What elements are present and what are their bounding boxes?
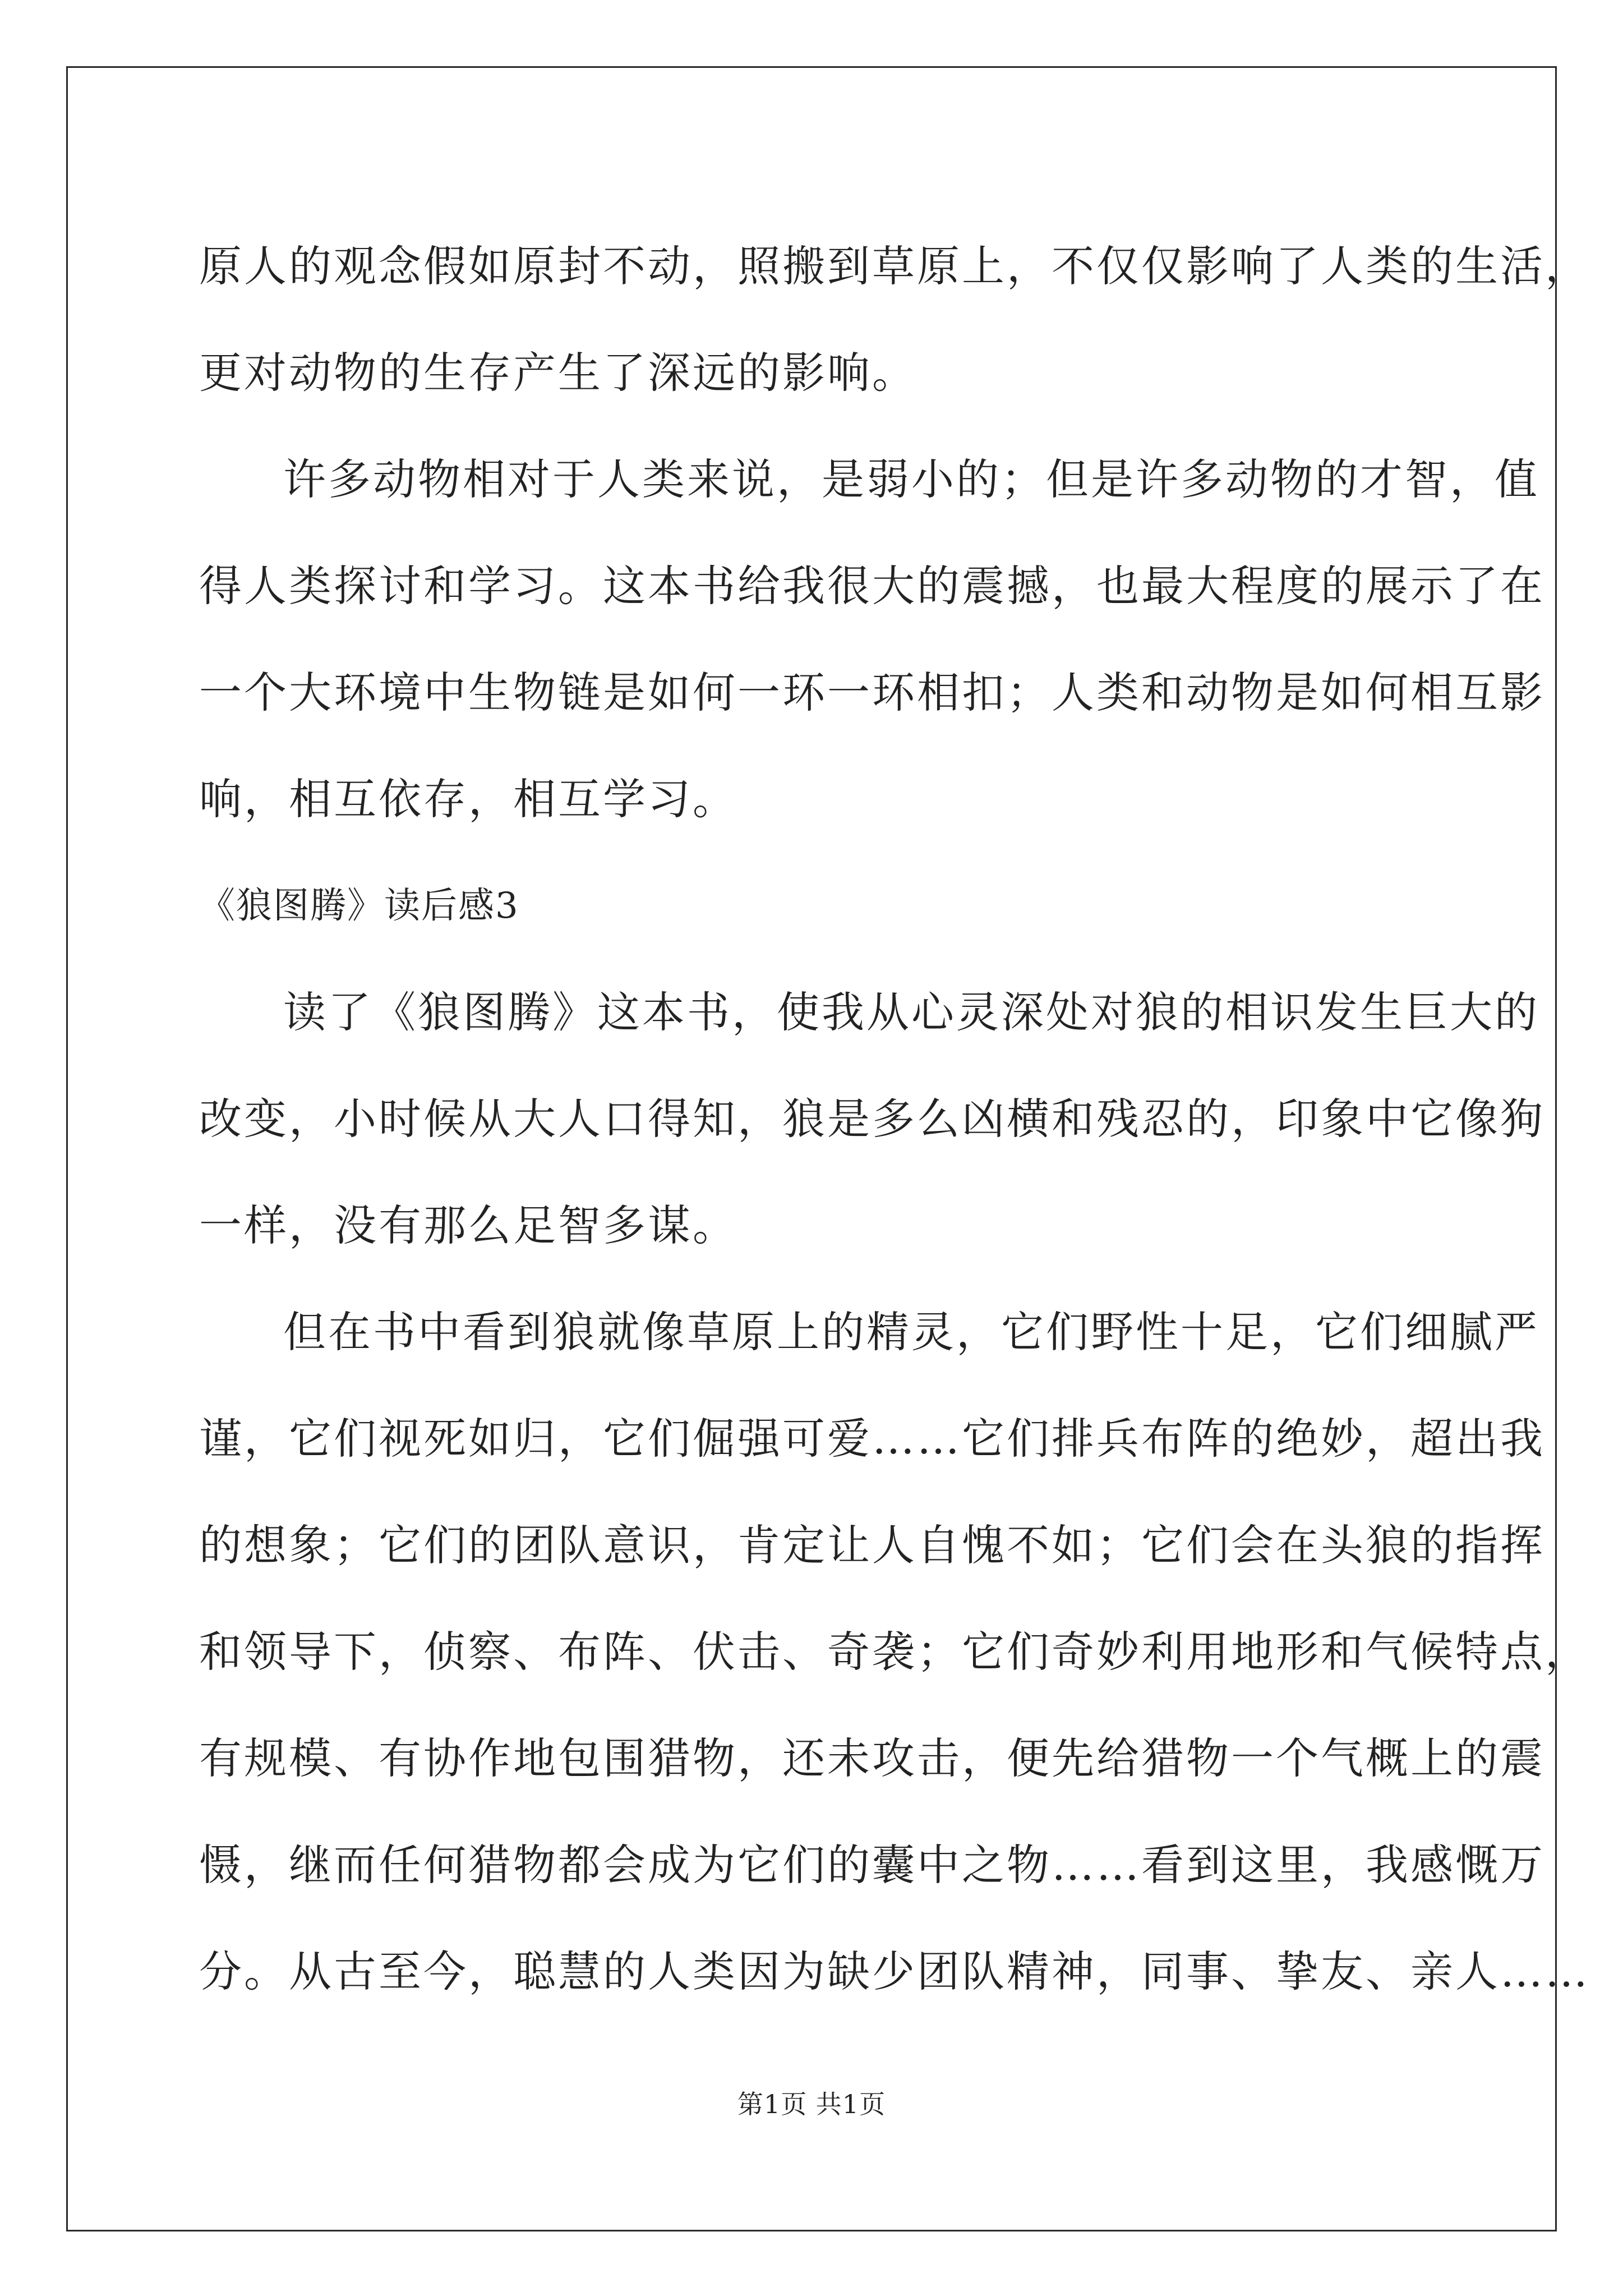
text-line-3: 许多动物相对于人类来说，是弱小的；但是许多动物的才智，值 bbox=[283, 454, 1539, 504]
text-line-12: 谨，它们视死如归，它们倔强可爱……它们排兵布阵的绝妙，超出我 bbox=[199, 1414, 1545, 1464]
text-line-2: 更对动物的生存产生了深远的影响。 bbox=[199, 348, 917, 398]
text-line-10: 一样，没有那么足智多谋。 bbox=[199, 1200, 737, 1250]
text-line-15: 有规模、有协作地包围猎物，还未攻击，便先给猎物一个气概上的震 bbox=[199, 1733, 1545, 1783]
text-line-1: 原人的观念假如原封不动，照搬到草原上，不仅仅影响了人类的生活， bbox=[199, 241, 1590, 291]
text-line-9: 改变，小时候从大人口得知，狼是多么凶横和残忍的，印象中它像狗 bbox=[199, 1094, 1545, 1144]
text-line-8: 读了《狼图腾》这本书，使我从心灵深处对狼的相识发生巨大的 bbox=[283, 987, 1539, 1037]
text-line-16: 慑，继而任何猎物都会成为它们的囊中之物……看到这里，我感慨万 bbox=[199, 1840, 1545, 1890]
text-line-17: 分。从古至今，聪慧的人类因为缺少团队精神，同事、挚友、亲人…… bbox=[199, 1947, 1590, 1996]
section-heading: 《狼图腾》读后感3 bbox=[199, 885, 519, 927]
document-body bbox=[199, 213, 1590, 2025]
text-line-11: 但在书中看到狼就像草原上的精灵，它们野性十足，它们细腻严 bbox=[283, 1307, 1539, 1357]
text-line-5: 一个大环境中生物链是如何一环一环相扣；人类和动物是如何相互影 bbox=[199, 668, 1545, 717]
text-line-4: 得人类探讨和学习。这本书给我很大的震撼，也最大程度的展示了在 bbox=[199, 561, 1545, 611]
text-line-13: 的想象；它们的团队意识，肯定让人自愧不如；它们会在头狼的指挥 bbox=[199, 1520, 1545, 1570]
text-line-14: 和领导下，侦察、布阵、伏击、奇袭；它们奇妙利用地形和气候特点， bbox=[199, 1627, 1590, 1677]
text-line-6: 响，相互依存，相互学习。 bbox=[199, 774, 737, 824]
page-number-footer: 第1页 共1页 bbox=[737, 2089, 886, 2119]
